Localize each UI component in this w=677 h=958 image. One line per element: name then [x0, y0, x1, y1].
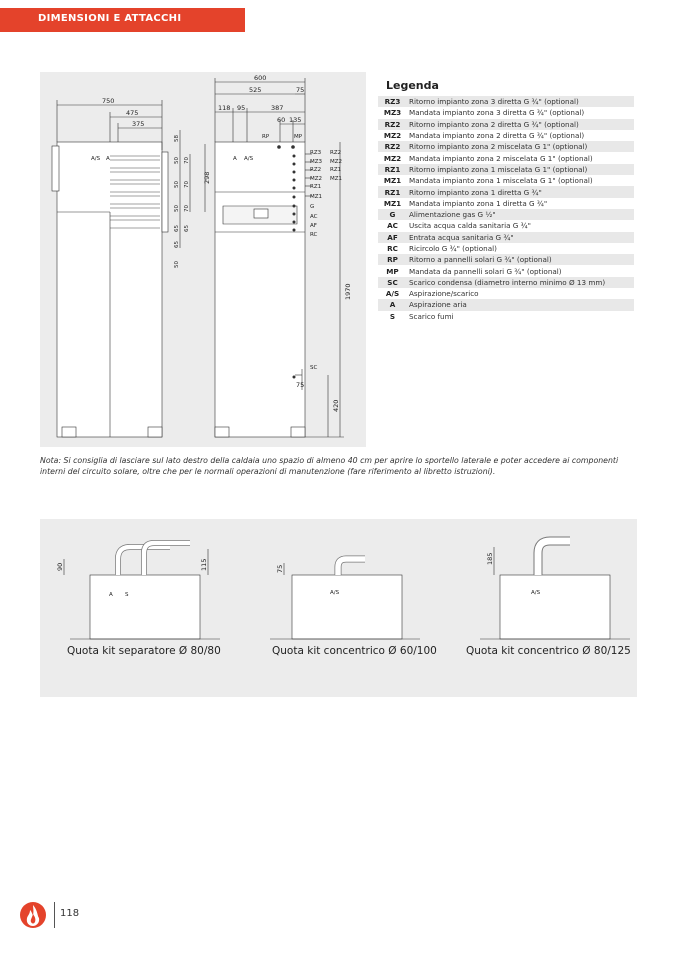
legend-row: RP Ritorno a pannelli solari G ¾" (optional) — [378, 254, 634, 265]
legend-row: G Alimentazione gas G ½" — [378, 209, 634, 220]
kit2-label-as: A/S — [330, 590, 340, 596]
legend-row: SC Scarico condensa (diametro interno minimo Ø 13 mm) — [378, 277, 634, 288]
kit3-label-as: A/S — [531, 590, 541, 596]
front-dim-387: 387 — [271, 104, 284, 112]
front-dim-75: 75 — [296, 86, 305, 94]
legend-row: A/S Aspirazione/scarico — [385, 289, 479, 299]
front-dim-95: 95 — [237, 104, 246, 112]
front-dim-1970: 1970 — [344, 283, 352, 300]
front-dim-60: 60 — [277, 116, 286, 124]
clearance-note: Nota: Si consiglia di lasciare sul lato destro della caldaia uno spazio di almeno 40 cm per aprire lo sportello laterale e poter accedere ai componenti interni del circuito solare, oltre che per le normali operazioni di manutenzione (fare riferimento al libretto istruzioni). — [40, 456, 619, 476]
svg-text:RZ1: RZ1 — [330, 167, 342, 173]
kit1-label-a: A — [109, 592, 113, 598]
front-label-as: A/S — [244, 156, 254, 162]
svg-text:RZ2: RZ2 — [330, 150, 342, 156]
svg-text:58: 58 — [174, 135, 180, 142]
side-dim-475: 475 — [126, 109, 139, 117]
front-dim-118: 118 — [218, 104, 231, 112]
legend-row: RZ3 Ritorno impianto zona 3 diretta G ¾" (optional) — [378, 96, 634, 107]
legend-title: Legenda — [386, 79, 439, 92]
legend-row: AF Entrata acqua sanitaria G ¾" — [378, 232, 634, 243]
brand-flame-logo — [18, 900, 48, 930]
front-dim-420: 420 — [332, 399, 340, 412]
section-header-bar — [0, 8, 245, 32]
footer-divider — [54, 902, 55, 928]
front-dim-135: 135 — [289, 116, 302, 124]
legend-row: RC Ricircolo G ¾" (optional) — [387, 244, 497, 253]
svg-text:RC: RC — [310, 232, 318, 238]
svg-text:RZ3: RZ3 — [310, 150, 322, 156]
legend-row: MZ2 Mandata impianto zona 2 miscelata G 1" (optional) — [383, 153, 593, 163]
front-connection-labels-left — [310, 150, 323, 238]
kit2-dim-75: 75 — [276, 564, 284, 573]
side-label-as: A/S — [91, 156, 101, 162]
section-title: DIMENSIONI E ATTACCHI — [38, 13, 182, 24]
svg-text:50: 50 — [174, 181, 180, 188]
svg-text:70: 70 — [184, 157, 190, 164]
svg-text:G: G — [310, 204, 315, 210]
svg-text:50: 50 — [174, 205, 180, 212]
svg-text:MZ1: MZ1 — [330, 176, 343, 182]
side-dim-298: 298 — [203, 171, 211, 184]
svg-text:AC: AC — [310, 214, 318, 220]
page-number: 118 — [60, 908, 80, 919]
kit-concentrico-60-label: Quota kit concentrico Ø 60/100 — [272, 645, 437, 657]
legend-row: MZ1 Mandata impianto zona 1 diretta G ¾" — [383, 198, 548, 208]
dimension-drawing — [40, 72, 366, 447]
svg-text:MZ1: MZ1 — [310, 194, 323, 200]
svg-text:RZ1: RZ1 — [310, 184, 322, 190]
svg-text:MZ2: MZ2 — [310, 176, 323, 182]
svg-text:50: 50 — [174, 157, 180, 164]
svg-text:RZ2: RZ2 — [310, 167, 322, 173]
front-label-rp: RP — [262, 134, 270, 140]
svg-text:50: 50 — [174, 261, 180, 268]
legend-row: RZ2 Ritorno impianto zona 2 miscelata G 1" (optional) — [378, 141, 634, 152]
legend-row: S Scarico fumi — [389, 311, 454, 321]
svg-text:MZ3: MZ3 — [310, 159, 323, 165]
svg-text:70: 70 — [184, 181, 190, 188]
kit1-dim-90: 90 — [56, 562, 64, 571]
legend-table — [378, 96, 634, 322]
legend-row: A Aspirazione aria — [378, 299, 634, 310]
kit1-label-s: S — [125, 592, 129, 598]
kit3-dim-185: 185 — [486, 552, 494, 565]
front-label-sc: SC — [310, 365, 318, 371]
legend-row: MZ2 Mandata impianto zona 2 diretta G ¾" (optional) — [383, 131, 585, 141]
svg-text:AF: AF — [310, 223, 317, 229]
svg-text:65: 65 — [184, 225, 190, 232]
legend-row: MZ3 Mandata impianto zona 3 diretta G ¾" (optional) — [383, 108, 585, 118]
svg-text:65: 65 — [174, 241, 180, 248]
front-dim-sc-75: 75 — [296, 381, 305, 389]
legend-row: RZ1 Ritorno impianto zona 1 miscelata G 1" (optional) — [378, 164, 634, 175]
legend-row: AC Uscita acqua calda sanitaria G ¾" — [387, 221, 531, 231]
svg-text:65: 65 — [174, 225, 180, 232]
side-dim-375: 375 — [132, 120, 145, 128]
front-label-a: A — [233, 156, 237, 162]
flue-kits-drawing — [40, 519, 637, 697]
front-dim-525: 525 — [249, 86, 262, 94]
front-label-mp: MP — [294, 134, 303, 140]
side-vertical-dims — [174, 135, 190, 268]
svg-text:70: 70 — [184, 205, 190, 212]
side-label-a: A — [106, 156, 110, 162]
kit-concentrico-80-label: Quota kit concentrico Ø 80/125 — [466, 645, 631, 657]
kit-separatore-label: Quota kit separatore Ø 80/80 — [67, 645, 221, 657]
svg-text:MZ2: MZ2 — [330, 159, 343, 165]
legend-row: MP Mandata da pannelli solari G ¾" (optional) — [386, 266, 562, 276]
front-dim-600: 600 — [254, 74, 267, 82]
kit1-dim-115: 115 — [200, 558, 208, 571]
legend-row: RZ1 Ritorno impianto zona 1 diretta G ¾" — [378, 186, 634, 197]
legend-row: MZ1 Mandata impianto zona 1 miscelata G 1" (optional) — [383, 176, 593, 186]
side-dim-750: 750 — [102, 97, 115, 105]
legend-row: RZ2 Ritorno impianto zona 2 diretta G ¾" (optional) — [378, 119, 634, 130]
